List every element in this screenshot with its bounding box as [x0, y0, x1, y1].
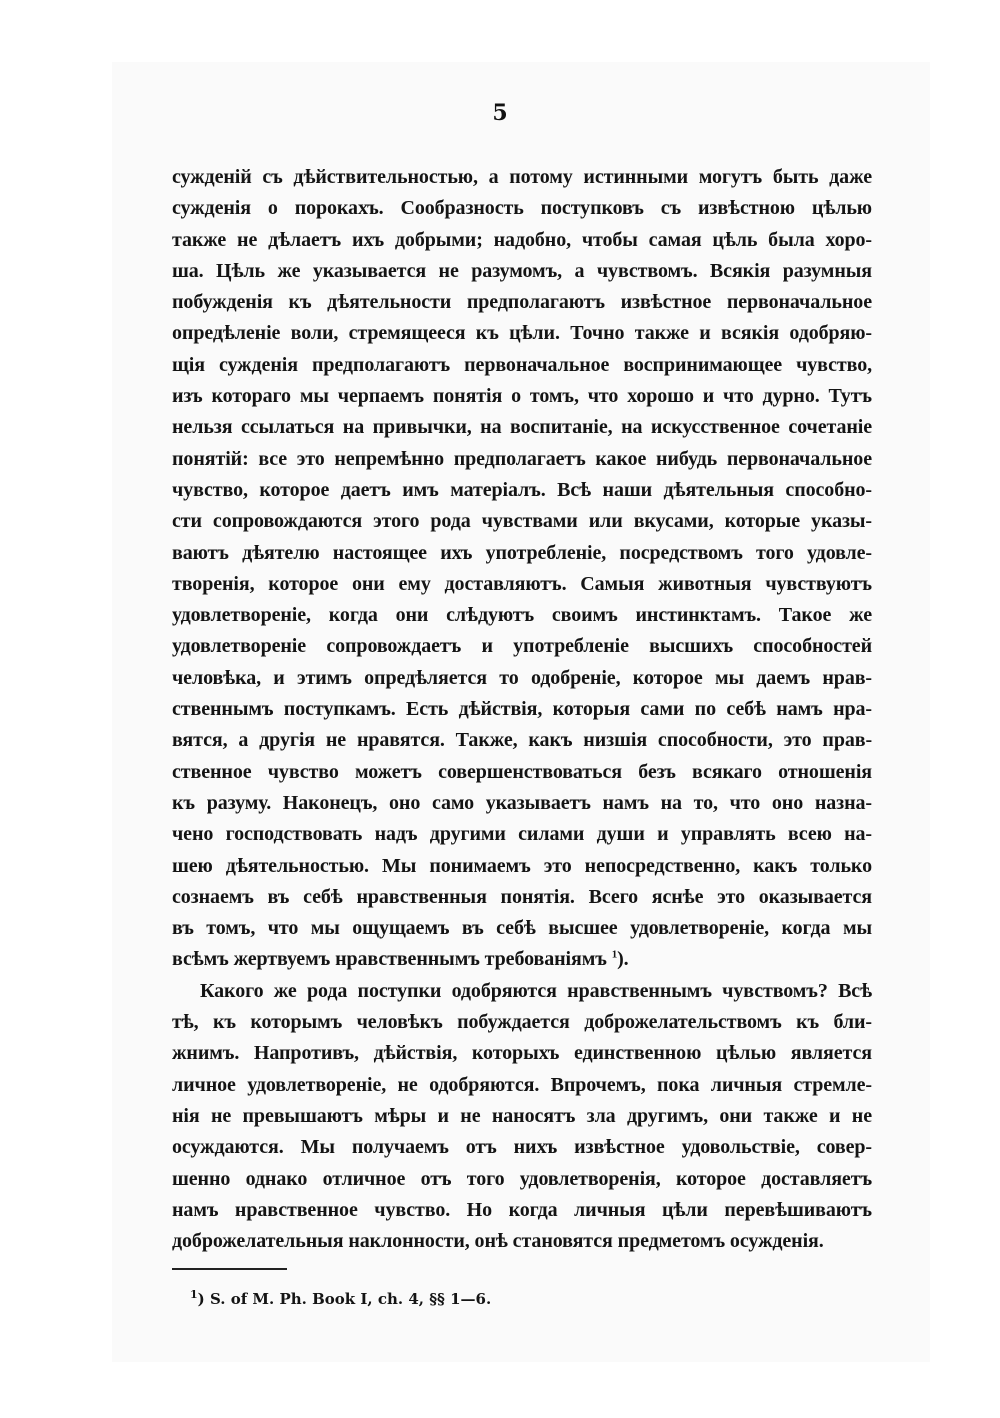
- text-line: [172, 162, 872, 193]
- text-line: [172, 694, 872, 725]
- line-text: въ томъ, что мы ощущаемъ въ себѣ высшее удовлетвореніе, когда мы: [172, 917, 872, 940]
- text-line: [172, 600, 872, 631]
- footnote-text: ) S. of M. Ph. Book I, ch. 4, §§ 1—6.: [197, 1290, 492, 1308]
- text-line: [172, 287, 872, 318]
- text-line: [172, 1164, 872, 1195]
- text-line: [172, 631, 872, 662]
- text-line: [172, 788, 872, 819]
- text-line: [172, 538, 872, 569]
- text-line: [172, 976, 872, 1007]
- text-line: [172, 819, 872, 850]
- body-text: [172, 162, 872, 1257]
- paragraph-2: [172, 976, 872, 1258]
- footnote-divider: [172, 1268, 287, 1270]
- line-text: сознаемъ въ себѣ нравственныя понятія. Всего яснѣе это оказывается: [172, 885, 872, 908]
- text-line: [172, 663, 872, 694]
- line-text: изъ котораго мы черпаемъ понятія о томъ, что хорошо и что дурно. Тутъ: [172, 385, 872, 408]
- line-text: опредѣленіе воли, стремящееся къ цѣли. Точно также и всякія одобряю-: [172, 322, 872, 345]
- text-line: [172, 1038, 872, 1069]
- line-text: сужденія о порокахъ. Сообразность поступковъ съ извѣстною цѣлью: [172, 197, 872, 220]
- footnote-mark: 1: [190, 1288, 198, 1301]
- line-text: ша. Цѣль же указывается не разумомъ, а чувствомъ. Всякія разумныя: [172, 259, 872, 282]
- footnote-reference: 1: [611, 948, 618, 961]
- line-text: намъ нравственное чувство. Но когда личныя цѣли перевѣшиваютъ: [172, 1198, 872, 1221]
- line-text: личное удовлетвореніе, не одобряются. Впрочемъ, пока личныя стремле-: [172, 1073, 872, 1096]
- line-text: Какого же рода поступки одобряются нравственнымъ чувствомъ? Всѣ: [200, 979, 872, 1002]
- text-line: [172, 569, 872, 600]
- line-text: доброжелательныя наклонности, онѣ становятся предметомъ осужденія.: [172, 1230, 824, 1253]
- text-line: [172, 725, 872, 756]
- text-line: [172, 1195, 872, 1226]
- line-text: нельзя ссылаться на привычки, на воспитаніе, на искусственное сочетаніе: [172, 416, 872, 439]
- text-line: [172, 506, 872, 537]
- line-text: ственное чувство можетъ совершенствоваться безъ всякаго отношенія: [172, 760, 872, 783]
- line-text: чувство, которое даетъ имъ матеріалъ. Всѣ наши дѣятельныя способно-: [172, 478, 872, 501]
- line-text: побужденія къ дѣятельности предполагаютъ извѣстное первоначальное: [172, 291, 872, 314]
- text-line: [172, 256, 872, 287]
- line-end-text: ).: [617, 948, 629, 971]
- line-text: человѣка, и этимъ опредѣляется то одобреніе, которое мы даемъ нрав-: [172, 666, 872, 689]
- text-line: [172, 225, 872, 256]
- text-line: [172, 1132, 872, 1163]
- page-number: 5: [492, 100, 508, 126]
- line-text: сужденій съ дѣйствительностью, а потому истинными могутъ быть даже: [172, 166, 872, 188]
- text-line: [172, 318, 872, 349]
- text-line: [172, 1226, 872, 1257]
- text-line: [172, 475, 872, 506]
- text-line: [172, 882, 872, 913]
- line-text: ственнымъ поступкамъ. Есть дѣйствія, которыя сами по себѣ намъ нра-: [172, 698, 872, 721]
- paragraph-1: [172, 162, 872, 976]
- line-text: чено господствовать надъ другими силами души и управлять всею на-: [172, 823, 872, 846]
- line-text: тѣ, къ которымъ человѣкъ побуждается доброжелательствомъ къ бли-: [172, 1011, 872, 1034]
- line-text: вятся, а другія не нравятся. Также, какъ низшія способности, это прав-: [172, 729, 872, 752]
- text-line: [172, 350, 872, 381]
- text-line: [172, 381, 872, 412]
- text-line: [172, 757, 872, 788]
- text-line: [172, 913, 872, 944]
- line-text: нія не превышаютъ мѣры и не наносятъ зла другимъ, они также и не: [172, 1104, 872, 1127]
- text-line: [172, 444, 872, 475]
- text-line: [172, 193, 872, 224]
- line-text: жнимъ. Напротивъ, дѣйствія, которыхъ единственною цѣлью является: [172, 1042, 872, 1065]
- footnote: [190, 1290, 491, 1308]
- line-text: всѣмъ жертвуемъ нравственнымъ требованіямъ: [172, 948, 607, 971]
- line-text: щія сужденія предполагаютъ первоначальное воспринимающее чувство,: [172, 353, 872, 376]
- text-line: [172, 944, 872, 975]
- line-text: къ разуму. Наконецъ, оно само указываетъ намъ на то, что оно назна-: [172, 791, 872, 814]
- line-text: понятій: все это непремѣнно предполагаетъ какое нибудь первоначальное: [172, 447, 872, 470]
- line-text: ваютъ дѣятелю настоящее ихъ употребленіе, посредствомъ того удовле-: [172, 541, 872, 564]
- text-line: [172, 1070, 872, 1101]
- text-line: [172, 412, 872, 443]
- line-text: также не дѣлаетъ ихъ добрыми; надобно, чтобы самая цѣль была хоро-: [172, 228, 872, 251]
- line-text: сти сопровождаются этого рода чувствами или вкусами, которые указы-: [172, 510, 872, 533]
- text-line: [172, 1007, 872, 1038]
- text-line: [172, 851, 872, 882]
- line-text: шею дѣятельностью. Мы понимаемъ это непосредственно, какъ только: [172, 854, 872, 877]
- line-text: удовлетвореніе сопровождаетъ и употребленіе высшихъ способностей: [172, 635, 872, 658]
- text-line: [172, 1101, 872, 1132]
- line-text: удовлетвореніе, когда они слѣдуютъ своимъ инстинктамъ. Такое же: [172, 604, 872, 627]
- line-text: шенно однако отличное отъ того удовлетворенія, которое доставляетъ: [172, 1167, 872, 1190]
- line-text: осуждаются. Мы получаемъ отъ нихъ извѣстное удовольствіе, совер-: [172, 1136, 872, 1159]
- line-text: творенія, которое они ему доставляютъ. Самыя животныя чувствуютъ: [172, 572, 872, 595]
